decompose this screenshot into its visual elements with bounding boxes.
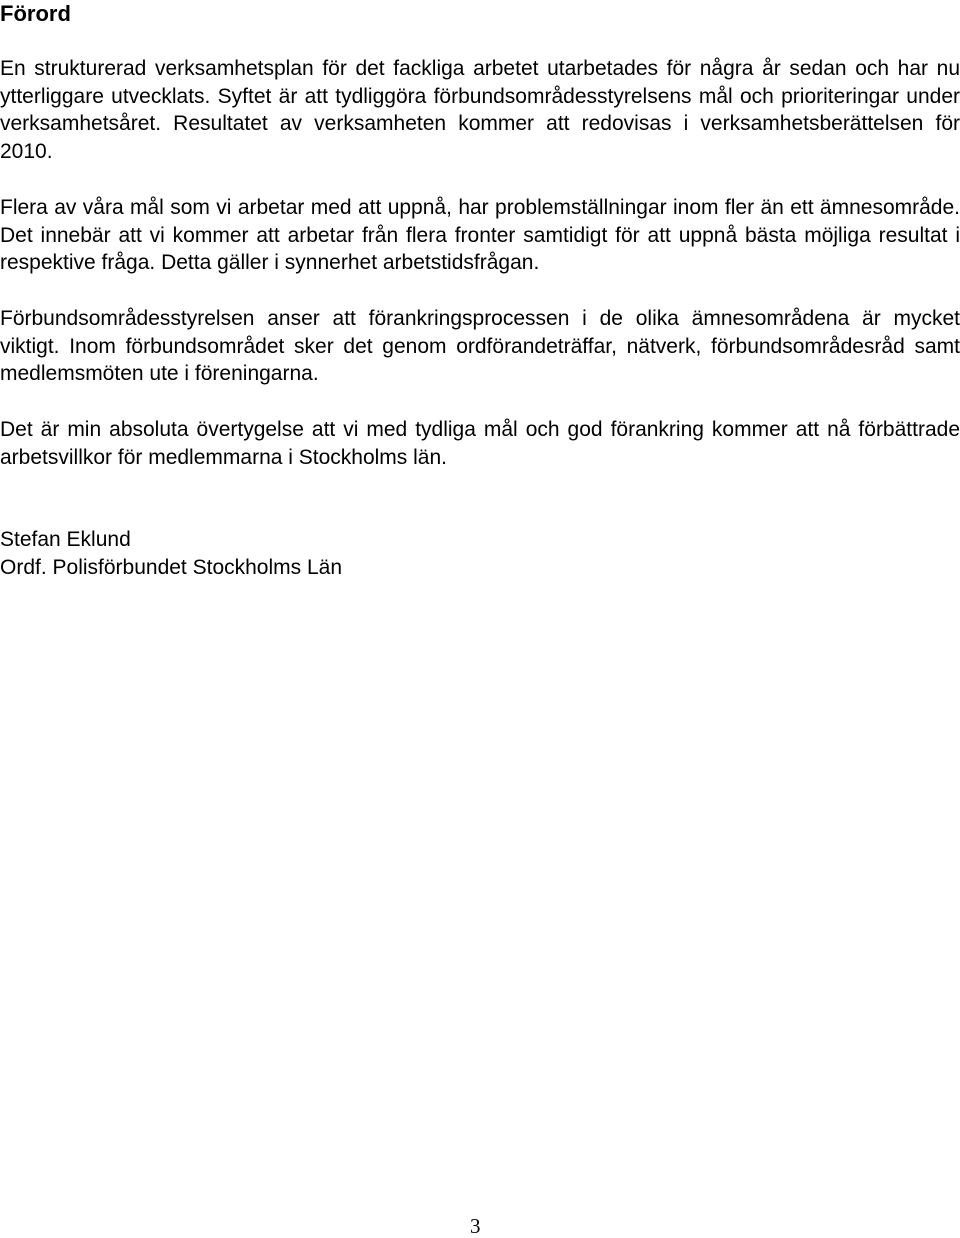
paragraph-goals: Flera av våra mål som vi arbetar med att uppnå, har problemställningar inom fler än ett ämnesområde. Det innebär att vi kommer att arbetar från flera fronter samtidigt för att uppnå bästa möjliga resultat i respektive fråga. Detta gäller i synnerhet arbetstidsfrågan. <box>0 196 960 274</box>
signature-block <box>0 526 342 581</box>
paragraph-intro: En strukturerad verksamhetsplan för det fackliga arbetet utarbetades för några år sedan och har nu ytterliggare utvecklats. Syftet är att tydliggöra förbundsområdesstyrelsens mål och prioriteringar under verksamhetsåret. Resultatet av verksamheten kommer att redovisas i verksamhetsberättelsen för 2010. <box>0 57 960 163</box>
paragraph-anchoring: Förbundsområdesstyrelsen anser att förankringsprocessen i de olika ämnesområdena är mycket viktigt. Inom förbundsområdet sker det genom ordförandeträffar, nätverk, förbundsområdesråd samt medlemsmöten ute i föreningarna. <box>0 307 960 385</box>
page-number: 3 <box>470 1214 481 1238</box>
paragraph-conviction: Det är min absoluta övertygelse att vi med tydliga mål och god förankring kommer att nå förbättrade arbetsvillkor för medlemmarna i Stockholms län. <box>0 418 960 469</box>
signature-title: Ordf. Polisförbundet Stockholms Län <box>0 555 343 579</box>
page-heading: Förord <box>0 1 71 26</box>
signature-name: Stefan Eklund <box>0 528 131 551</box>
